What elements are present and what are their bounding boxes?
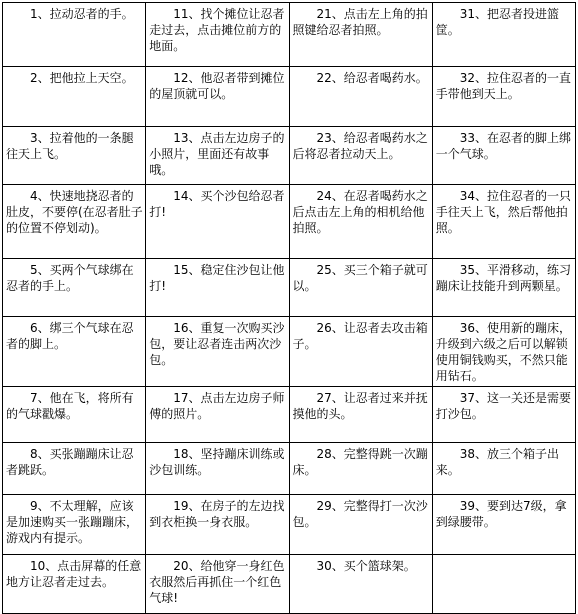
table-cell: 36、使用新的蹦床，升级到六级之后可以解锁使用铜钱购买，不然只能用钻石。	[432, 317, 575, 387]
table-cell: 10、点击屏幕的任意地方让忍者走过去。	[3, 555, 146, 614]
table-row	[3, 317, 576, 387]
table-cell: 7、他在飞，将所有的气球戳爆。	[3, 387, 146, 443]
table-cell: 6、绑三个气球在忍者的脚上。	[3, 317, 146, 387]
table-cell: 26、让忍者去攻击箱子。	[289, 317, 432, 387]
table-cell: 16、重复一次购买沙包，要让忍者连击两次沙包。	[146, 317, 289, 387]
table-cell: 9、不太理解，应该是加速购买一张蹦蹦床，游戏内有提示。	[3, 495, 146, 555]
table-cell: 14、买个沙包给忍者打!	[146, 185, 289, 259]
table-cell: 12、他忍者带到摊位的屋顶就可以。	[146, 67, 289, 127]
table-cell: 5、买两个气球绑在忍者的手上。	[3, 259, 146, 317]
table-row	[3, 387, 576, 443]
table-cell: 25、买三个箱子就可以。	[289, 259, 432, 317]
table-cell: 32、拉住忍者的一直手带他到天上。	[432, 67, 575, 127]
table-row	[3, 443, 576, 495]
table-row	[3, 259, 576, 317]
table-row	[3, 185, 576, 259]
table-cell: 1、拉动忍者的手。	[3, 3, 146, 67]
level-guide-body	[3, 3, 576, 614]
table-row	[3, 67, 576, 127]
table-cell: 13、点击左边房子的小照片，里面还有故事哦。	[146, 127, 289, 185]
table-cell: 2、把他拉上天空。	[3, 67, 146, 127]
table-cell: 34、拉住忍者的一只手往天上飞，然后帮他拍照。	[432, 185, 575, 259]
table-cell: 33、在忍者的脚上绑一个气球。	[432, 127, 575, 185]
table-cell: 35、平滑移动，练习蹦床让技能升到两颗星。	[432, 259, 575, 317]
table-cell: 37、这一关还是需要打沙包。	[432, 387, 575, 443]
table-cell: 18、坚持蹦床训练或沙包训练。	[146, 443, 289, 495]
table-cell: 28、完整得跳一次蹦床。	[289, 443, 432, 495]
table-cell: 21、点击左上角的拍照键给忍者拍照。	[289, 3, 432, 67]
table-cell: 19、在房子的左边找到衣柜换一身衣服。	[146, 495, 289, 555]
table-cell: 24、在忍者喝药水之后点击左上角的相机给他拍照。	[289, 185, 432, 259]
table-row	[3, 3, 576, 67]
table-cell: 29、完整得打一次沙包。	[289, 495, 432, 555]
table-cell: 30、买个篮球架。	[289, 555, 432, 614]
table-cell: 31、把忍者投进篮筐。	[432, 3, 575, 67]
table-cell: 8、买张蹦蹦床让忍者跳跃。	[3, 443, 146, 495]
table-cell: 39、要到达7级，拿到绿腰带。	[432, 495, 575, 555]
table-row	[3, 555, 576, 614]
table-cell: 4、快速地挠忍者的肚皮，不要停(在忍者肚子的位置不停划动)。	[3, 185, 146, 259]
table-cell: 3、拉着他的一条腿往天上飞。	[3, 127, 146, 185]
level-guide-table	[2, 2, 576, 614]
table-row	[3, 495, 576, 555]
table-cell: 38、放三个箱子出来。	[432, 443, 575, 495]
table-cell: 17、点击左边房子师傅的照片。	[146, 387, 289, 443]
table-row	[3, 127, 576, 185]
table-cell: 27、让忍者过来并抚摸他的头。	[289, 387, 432, 443]
table-cell: 11、找个摊位让忍者走过去，点击摊位前方的地面。	[146, 3, 289, 67]
table-cell: 20、给他穿一身红色衣服然后再抓住一个红色气球!	[146, 555, 289, 614]
table-cell: 22、给忍者喝药水。	[289, 67, 432, 127]
table-cell: 15、稳定住沙包让他打!	[146, 259, 289, 317]
table-cell: 23、给忍者喝药水之后将忍者拉动天上。	[289, 127, 432, 185]
table-cell	[432, 555, 575, 614]
